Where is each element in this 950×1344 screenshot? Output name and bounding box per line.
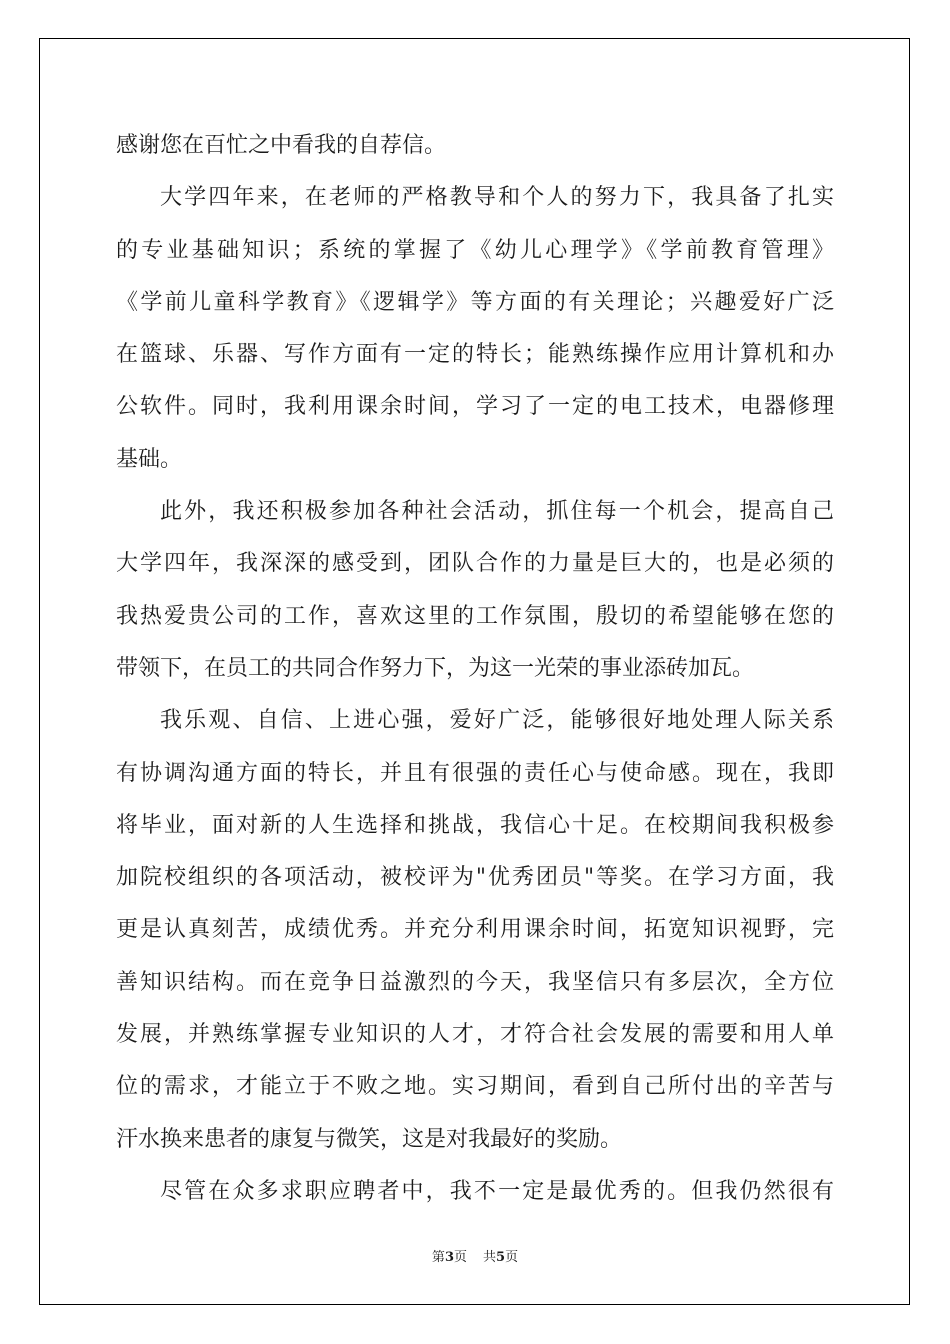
page-footer [0,1246,950,1265]
text-line: 位的需求，才能立于不败之地。实习期间，看到自己所付出的辛苦与 [116,1074,834,1100]
total-unit: 页 [505,1250,519,1265]
text-line: 有协调沟通方面的特长，并且有很强的责任心与使命感。现在，我即 [116,760,834,786]
text-line: 尽管在众多求职应聘者中，我不一定是最优秀的。但我仍然很有 [160,1178,834,1204]
text-line: 将毕业，面对新的人生选择和挑战，我信心十足。在校期间我积极参 [116,812,834,838]
page-prefix: 第 [431,1250,445,1265]
text-line: 汗水换来患者的康复与微笑，这是对我最好的奖励。 [116,1126,623,1152]
text-line: 我热爱贵公司的工作，喜欢这里的工作氛围，殷切的希望能够在您的 [116,603,834,629]
text-line: 大学四年，我深深的感受到，团队合作的力量是巨大的，也是必须的 [116,551,834,577]
text-line: 发展，并熟练掌握专业知识的人才，才符合社会发展的需要和用人单 [116,1022,834,1048]
text-line: 公软件。同时，我利用课余时间，学习了一定的电工技术，电器修理 [116,394,834,420]
total-prefix: 共 [483,1250,497,1265]
text-line: 的专业基础知识；系统的掌握了《幼儿心理学》《学前教育管理》 [116,237,834,263]
text-line: 加院校组织的各项活动，被校评为"优秀团员"等奖。在学习方面，我 [116,865,834,891]
page-unit: 页 [453,1250,467,1265]
text-line: 带领下，在员工的共同合作努力下，为这一光荣的事业添砖加瓦。 [116,655,755,681]
text-line: 我乐观、自信、上进心强，爱好广泛，能够很好地处理人际关系 [160,708,834,734]
page-total: 5 [496,1250,506,1265]
document-body [116,120,834,1218]
text-line: 《学前儿童科学教育》《逻辑学》等方面的有关理论；兴趣爱好广泛 [116,289,834,315]
page-current: 3 [444,1250,454,1265]
text-line: 更是认真刻苦，成绩优秀。并充分利用课余时间，拓宽知识视野，完 [116,917,834,943]
text-line: 在篮球、乐器、写作方面有一定的特长；能熟练操作应用计算机和办 [116,342,834,368]
text-line: 大学四年来，在老师的严格教导和个人的努力下，我具备了扎实 [160,185,834,211]
text-line: 基础。 [116,446,183,472]
text-line: 感谢您在百忙之中看我的自荐信。 [116,133,447,158]
text-line: 善知识结构。而在竞争日益激烈的今天，我坚信只有多层次，全方位 [116,969,834,995]
text-line: 此外，我还积极参加各种社会活动，抓住每一个机会，提高自己 [160,499,834,525]
